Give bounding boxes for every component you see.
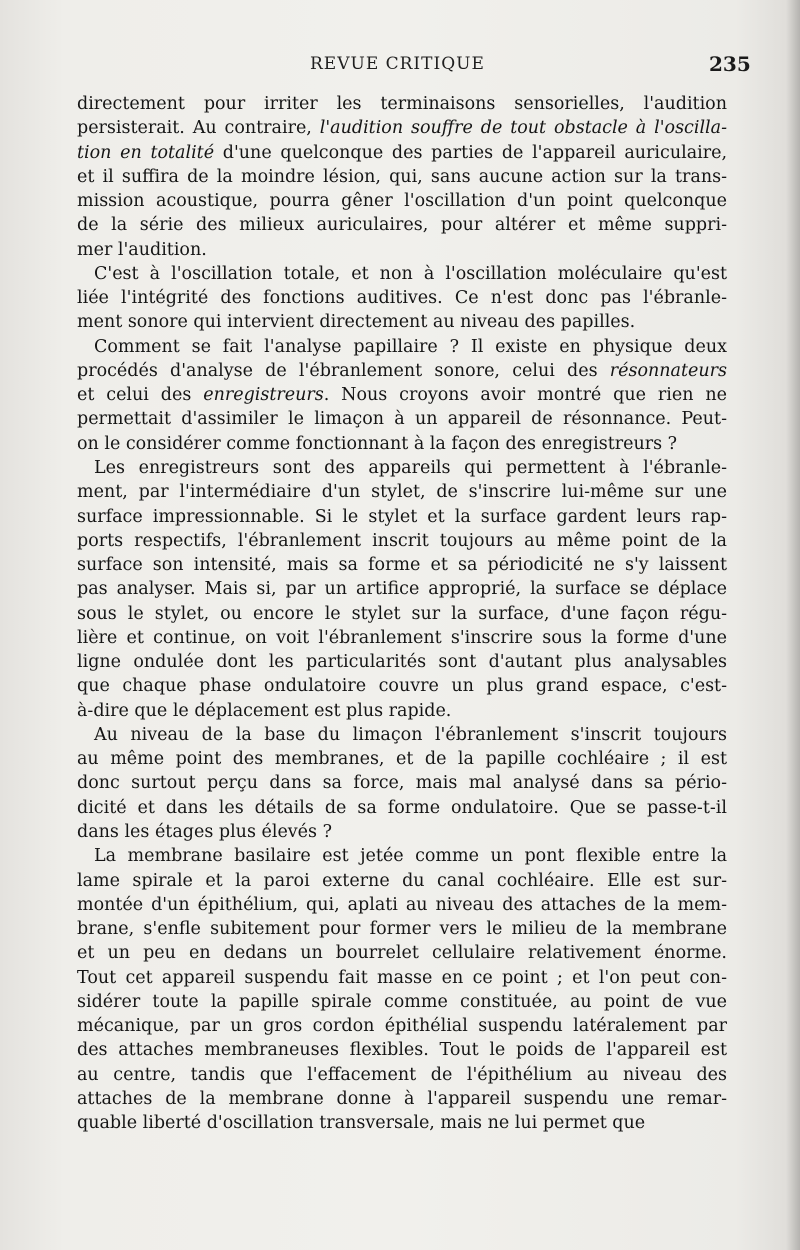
text-line [77,456,727,480]
text-line [77,359,727,383]
text-segment: des attaches membraneuses flexibles. Tout le poids de l'appareil est [77,1040,727,1061]
text-line [77,92,727,116]
text-line [77,116,727,140]
text-segment: ligne ondulée dont les particularités sont d'autant plus analysables [77,652,727,673]
text-line [77,893,727,917]
text-segment: Comment se fait l'analyse papillaire ? Il existe en physique deux [94,336,727,357]
text-segment: Au niveau de la base du limaçon l'ébranlement s'inscrit toujours [94,724,727,745]
text-segment: surface son intensité, mais sa forme et sa périodicité ne s'y laissent [77,555,727,576]
body-text [77,92,727,1135]
text-line [77,505,727,529]
running-title: REVUE CRITIQUE [310,54,485,74]
text-segment: montée d'un épithélium, qui, aplati au niveau des attaches de la mem- [77,894,727,915]
text-segment: brane, s'enfle subitement pour former vers le milieu de la membrane [77,919,727,940]
text-segment: on le considérer comme fonctionnant à la façon des enregistreurs ? [77,433,678,454]
text-line [77,383,727,407]
text-line [77,432,727,456]
text-line [77,771,727,795]
text-segment: persisterait. Au contraire, [77,118,320,139]
text-segment: pas analyser. Mais si, par un artifice approprié, la surface se déplace [77,579,727,600]
text-line [77,262,727,286]
text-line [77,820,727,844]
text-line [77,1087,727,1111]
italic-segment: tion en totalité [77,142,215,163]
text-line [77,650,727,674]
text-segment: donc surtout perçu dans sa force, mais mal analysé dans sa pério- [77,773,727,794]
text-segment: sidérer toute la papille spirale comme constituée, au point de vue [77,991,727,1012]
text-line [77,1014,727,1038]
page-edge-shadow [786,0,800,1250]
text-line [77,796,727,820]
text-segment: Les enregistreurs sont des appareils qui permettent à l'ébranle- [94,457,727,478]
text-segment: directement pour irriter les terminaisons sensorielles, l'audition [77,94,727,114]
italic-segment: l'audition souffre de tout obstacle à l'oscilla- [319,118,727,139]
text-line [77,310,727,334]
text-line [77,1038,727,1062]
text-line [77,335,727,359]
text-segment: Tout cet appareil suspendu fait masse en ce point ; et l'on peut con- [77,967,727,988]
text-line [77,286,727,310]
text-segment: à-dire que le déplacement est plus rapide. [77,700,452,721]
text-segment: mer l'audition. [77,239,207,260]
text-segment: et un peu en dedans un bourrelet cellulaire relativement énorme. [77,943,727,964]
text-segment: attaches de la membrane donne à l'appareil suspendu une remar- [77,1088,727,1109]
text-segment: au centre, tandis que l'effacement de l'épithélium au niveau des [77,1064,727,1085]
text-segment: au même point des membranes, et de la papille cochléaire ; il est [77,749,727,770]
text-line [77,529,727,553]
text-segment: d'une quelconque des parties de l'appareil auriculaire, [214,142,728,163]
text-line [77,189,727,213]
text-segment: . Nous croyons avoir montré que rien ne [323,385,727,406]
text-segment: que chaque phase ondulatoire couvre un plus grand espace, c'est- [77,676,727,697]
text-segment: dans les étages plus élevés ? [77,821,332,842]
text-line [77,917,727,941]
text-line [77,941,727,965]
text-line [77,674,727,698]
text-line [77,238,727,262]
text-line [77,723,727,747]
page-header [0,54,800,80]
text-segment: et il suffira de la moindre lésion, qui, sans aucune action sur la trans- [77,166,727,187]
text-line [77,869,727,893]
text-line [77,141,727,165]
text-segment: ment sonore qui intervient directement au niveau des papilles. [77,312,636,333]
text-segment: et celui des [77,385,204,406]
text-segment: procédés d'analyse de l'ébranlement sonore, celui des [77,360,610,381]
text-line [77,165,727,189]
text-segment: lame spirale et la paroi externe du canal cochléaire. Elle est sur- [77,870,727,891]
text-segment: quable liberté d'oscillation transversale, mais ne lui permet que [77,1113,646,1134]
text-segment: ports respectifs, l'ébranlement inscrit toujours au même point de la [77,530,727,551]
text-line [77,553,727,577]
text-line [77,1063,727,1087]
text-line [77,626,727,650]
text-line [77,699,727,723]
text-line [77,602,727,626]
page-number: 235 [709,52,751,76]
text-line [77,747,727,771]
text-segment: dicité et dans les détails de sa forme ondulatoire. Que se passe-t-il [77,797,727,818]
text-segment: de la série des milieux auriculaires, pour altérer et même suppri- [77,215,727,236]
text-line [77,844,727,868]
text-line [77,407,727,431]
text-segment: lière et continue, on voit l'ébranlement s'inscrire sous la forme d'une [77,627,727,648]
text-line [77,1111,727,1135]
text-segment: surface impressionnable. Si le stylet et la surface gardent leurs rap- [77,506,727,527]
text-segment: ment, par l'intermédiaire d'un stylet, de s'inscrire lui-même sur une [77,482,727,503]
italic-segment: résonnateurs [609,360,727,381]
text-line [77,213,727,237]
text-segment: permettait d'assimiler le limaçon à un appareil de résonnance. Peut- [77,409,727,430]
text-segment: sous le stylet, ou encore le stylet sur la surface, d'une façon régu- [77,603,727,624]
text-line [77,990,727,1014]
text-line [77,577,727,601]
text-segment: La membrane basilaire est jetée comme un pont flexible entre la [94,846,727,867]
text-segment: C'est à l'oscillation totale, et non à l'oscillation moléculaire qu'est [94,263,727,284]
italic-segment: enregistreurs [203,385,324,406]
text-line [77,480,727,504]
text-segment: mécanique, par un gros cordon épithélial suspendu latéralement par [77,1016,727,1037]
text-segment: mission acoustique, pourra gêner l'oscillation d'un point quelconque [77,191,727,212]
text-segment: liée l'intégrité des fonctions auditives. Ce n'est donc pas l'ébranle- [77,288,727,309]
text-line [77,966,727,990]
